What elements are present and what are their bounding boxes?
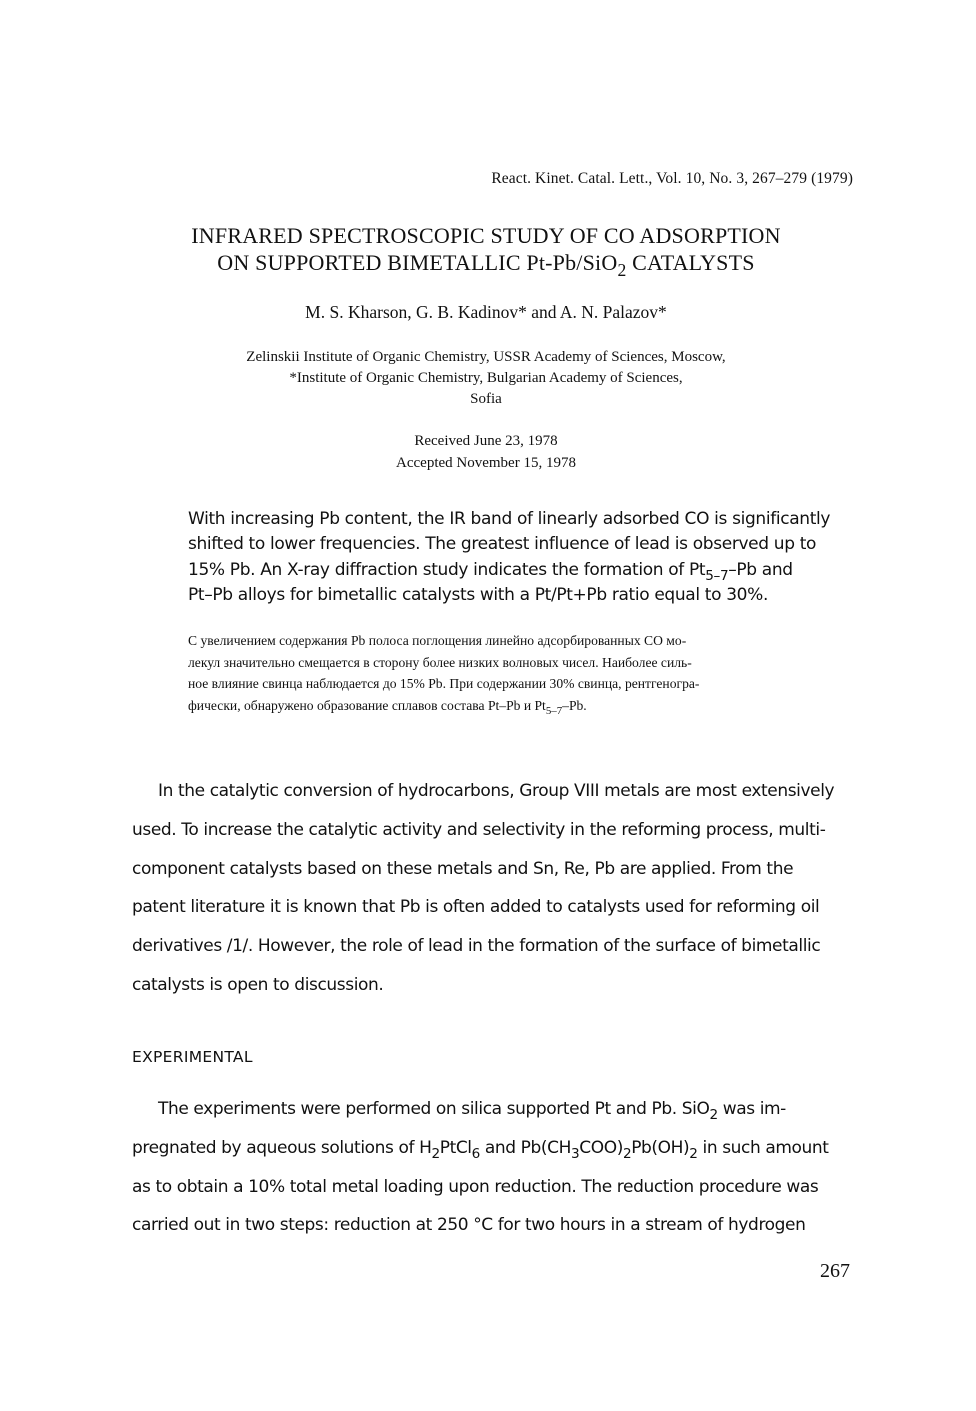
section-heading-experimental: EXPERIMENTAL [132, 1048, 253, 1066]
received-date: Received June 23, 1978 [414, 433, 558, 449]
abstract-english: With increasing Pb content, the IR band of linearly adsorbed CO is significantly shifted to lower frequencies. The greatest influence of lead is observed up to 15% Pb. An X-ray diffraction study indicates the formation of $Pt_{5-7}-Pb$ and Pt–Pb alloys for bimetallic catalysts with a Pt/Pt+Pb ratio equal to 30%. [188, 509, 831, 605]
affiliation-2: *Institute of Organic Chemistry, Bulgarian Academy of Sciences, [289, 370, 683, 386]
experimental-paragraph: The experiments were performed on silica supported Pt and Pb. SiO$_2$ was im- pregnated by aqueous solutions of $H_2PtCl_6$ and $Pb(CH_3COO)_2Pb(OH)_2$ in such amount as to obtain a 10% total metal loading upon reduction. The reduction procedure was carried out in two steps: reduction at 250 °C for two hours in a stream of hydrogen [132, 1099, 829, 1236]
introduction-paragraph: In the catalytic conversion of hydrocarbons, Group VIII metals are most extensively used. To increase the catalytic activity and selectivity in the reforming process, multi- component catalysts based on these metals and Sn, Re, Pb are applied. From the patent literature it is known that Pb is often added to catalysts used for reforming oil derivatives /1/. However, the role of lead in the formation of the surface of bimetallic catalysts is open to discussion. [132, 781, 835, 995]
affiliation-1: Zelinskii Institute of Organic Chemistry, USSR Academy of Sciences, Moscow, [246, 349, 726, 365]
accepted-date: Accepted November 15, 1978 [396, 455, 576, 471]
abstract-russian: С увеличением содержания Pb полоса поглощения линейно адсорбированных CO мо- лекул значительно смещается в сторону более низких волновых чисел. Наиболее силь- ное влияние свинца наблюдается до 15% Pb. При содержании 30% свинца, рентгеногра- фически, обнаружено образование сплавов состава Pt–Pb и $Pt_{5-7}-Pb$. [188, 633, 700, 717]
journal-citation: React. Kinet. Catal. Lett., Vol. 10, No. 3, 267–279 (1979) [491, 170, 853, 187]
paper-title-line-1: INFRARED SPECTROSCOPIC STUDY OF CO ADSORPTION [191, 223, 781, 248]
authors: M. S. Kharson, G. B. Kadinov* and A. N. Palazov* [305, 302, 667, 322]
affiliation-3: Sofia [470, 391, 502, 407]
page-number: 267 [820, 1260, 850, 1282]
paper-title-line-2: ON SUPPORTED BIMETALLIC Pt-Pb/SiO$_2$ CATALYSTS [217, 250, 755, 281]
